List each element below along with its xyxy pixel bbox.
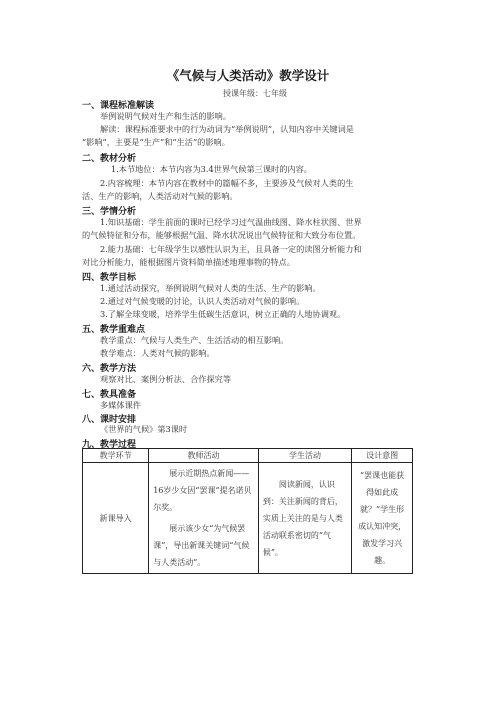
section-heading: 三、学情分析 [82, 207, 137, 217]
section-text: 1.通过活动探究，举例说明气候对人类的生活、生产的影响。 [100, 283, 321, 293]
section-text: 多媒体课件 [100, 400, 141, 410]
section-text: 2.能力基础：七年级学生以感性认识为主，且具备一定的读图分析能力和 [100, 244, 362, 254]
section-text: 1.知识基础：学生前面的课时已经学习过气温曲线图、降水柱状图、世界 [100, 217, 362, 227]
section-text: “影响”，主要是“生产”和“生活”的影响。 [82, 137, 230, 147]
section-text: 1.本节地位：本节内容为3.4世界气候第三课时的内容。 [111, 164, 312, 174]
column-header: 学生活动 [258, 449, 351, 463]
section-text: 教学难点：人类对气候的影响。 [100, 348, 215, 358]
section-text: 解读：课程标准要求中的行为动词为“举例说明”，认知内容中关键词是 [100, 124, 354, 134]
intent-paragraph: “罢课也能获得如此成就？”学生形成认知冲突，激发学习兴趣。 [358, 471, 407, 565]
section-heading: 八、课时安排 [82, 415, 137, 425]
section-heading: 七、教具准备 [82, 390, 137, 400]
section-text: 教学重点：气候与人类生产、生活活动的相互影响。 [100, 335, 289, 345]
grade-label: 授课年级：七年级 [223, 89, 287, 98]
section-heading: 二、教材分析 [82, 154, 137, 164]
teacher-paragraph: 展示该少女“为气候罢课”，导出新课关键词“气候与人类活动”。 [153, 524, 250, 567]
student-paragraph: 阅读新闻，认识到：关注新闻的背后，实质上关注的是与人类活动联系密切的“气候”。 [262, 479, 343, 557]
section-text: 3.了解全球变暖，培养学生低碳生活意识，树立正确的人地协调观。 [100, 309, 346, 319]
column-header: 设计意图 [352, 449, 413, 463]
section-text: 2.通过对气候变暖的讨论，认识人类活动对气候的影响。 [100, 296, 305, 306]
teacher-paragraph: 展示近期热点新闻——16岁少女因“罢课”提名诺贝尔奖。 [153, 469, 252, 512]
section-text: 观察对比、案例分析法、合作探究等 [100, 374, 232, 384]
section-heading: 五、教学重难点 [82, 325, 146, 335]
section-heading: 四、教学目标 [82, 273, 137, 283]
page-title: 《气候与人类活动》教学设计 [166, 68, 330, 83]
section-text: 《世界的气候》第3课时 [100, 424, 188, 434]
teaching-process-table [82, 448, 413, 574]
section-text: 活、生产的影响，人类活动对气候的影响。 [82, 191, 238, 201]
student-activity-cell [258, 463, 351, 574]
stage-cell: 新课导入 [83, 463, 149, 574]
section-heading: 六、教学方法 [82, 364, 137, 374]
design-intent-cell [352, 463, 413, 574]
section-text: 2.内容梳理：本节内容在教材中的篇幅不多，主要涉及气候对人类的生 [100, 178, 354, 188]
section-heading: 九、教学过程 [82, 440, 137, 450]
section-text: 举例说明气候对生产和生活的影响。 [100, 111, 232, 121]
column-header: 教学环节 [83, 449, 149, 463]
table-header-row [83, 449, 413, 463]
table-row [83, 463, 413, 574]
teacher-activity-cell [149, 463, 259, 574]
section-text: 的气候特征和分布，能够根据气温、降水状况说出气候特征和大致分布位置。 [82, 230, 361, 240]
section-text: 对比分析能力，能根据图片资料简单描述地理事物的特点。 [82, 257, 295, 267]
section-heading: 一、课程标准解读 [82, 101, 155, 111]
column-header: 教师活动 [149, 449, 259, 463]
